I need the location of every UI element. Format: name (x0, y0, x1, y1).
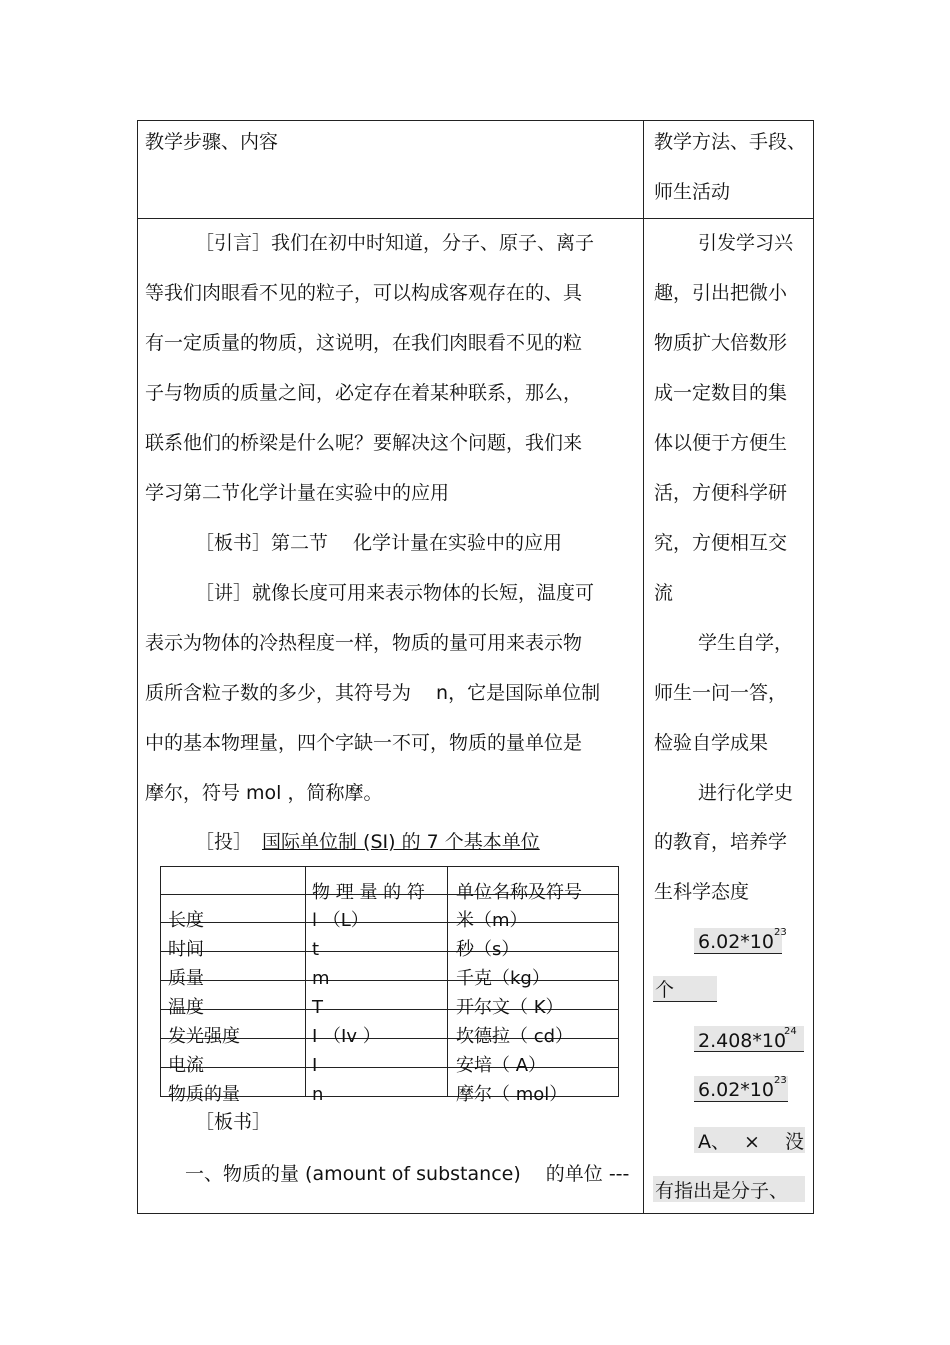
table-cell-quantity: 物质的量 (168, 1084, 240, 1105)
cross-mark-icon: × (744, 1131, 760, 1153)
lecture-line: 质所含粒子数的多少，其符号为 n，它是国际单位制 (145, 682, 601, 704)
table-cell-unit: 安培（ A） (456, 1055, 547, 1076)
answer-avogadro-1: 6.02*10 (698, 931, 774, 953)
intro-line: 等我们肉眼看不见的粒子，可以构成客观存在的、具 (145, 282, 583, 304)
board-note-section-title: ［板书］第二节 化学计量在实验中的应用 (195, 532, 563, 554)
left-column-header: 教学步骤、内容 (145, 131, 279, 153)
table-cell-symbol: I (312, 1055, 318, 1076)
table-border (160, 1067, 619, 1068)
table-border (160, 951, 619, 952)
method-line: 进行化学史 (698, 782, 794, 804)
header-divider (137, 218, 814, 219)
projection-label: ［投］ (195, 831, 253, 853)
method-line: 趣，引出把微小 (654, 282, 788, 304)
table-cell-unit: 摩尔（ mol） (456, 1084, 568, 1105)
table-border (160, 980, 619, 981)
intro-line: 有一定质量的物质，这说明，在我们肉眼看不见的粒 (145, 332, 583, 354)
method-line: 成一定数目的集 (654, 382, 788, 404)
intro-line: 学习第二节化学计量在实验中的应用 (145, 482, 450, 504)
right-column-header-line2: 师生活动 (654, 181, 731, 203)
intro-line: ［引言］我们在初中时知道，分子、原子、离子 (195, 232, 595, 254)
lecture-line: 中的基本物理量，四个字缺一不可，物质的量单位是 (145, 732, 583, 754)
table-cell-quantity: 质量 (168, 968, 204, 989)
lecture-line: 摩尔，符号 mol ，简称摩。 (145, 782, 383, 804)
table-cell-symbol: T (312, 997, 323, 1018)
answer-option-a: A、 (698, 1131, 730, 1153)
table-border (618, 866, 619, 1097)
table-header-cell: 单位名称及符号 (456, 882, 582, 903)
method-line: 物质扩大倍数形 (654, 332, 788, 354)
section-heading: 一、物质的量 (amount of substance) 的单位 --- (185, 1163, 630, 1185)
table-cell-quantity: 时间 (168, 939, 204, 960)
table-cell-symbol: m (312, 968, 330, 989)
answer-unit-ge: 个 (655, 979, 675, 1001)
lecture-line: ［讲］就像长度可用来表示物体的长短，温度可 (195, 582, 595, 604)
table-border (305, 866, 306, 1097)
answer-option-a-explanation: 有指出是分子、 (655, 1180, 789, 1202)
table-cell-unit: 千克（kg） (456, 968, 550, 989)
table-cell-unit: 米（m） (456, 910, 528, 931)
method-line: 生科学态度 (654, 881, 750, 903)
si-units-table (160, 866, 619, 1105)
method-line: 流 (654, 582, 674, 604)
method-line: 活，方便科学研 (654, 482, 788, 504)
table-border (447, 866, 448, 1097)
table-cell-symbol: t (312, 939, 320, 960)
board-note-label: ［板书］ (195, 1111, 272, 1133)
table-cell-quantity: 长度 (168, 910, 204, 931)
table-cell-quantity: 电流 (168, 1055, 204, 1076)
table-cell-quantity: 温度 (168, 997, 204, 1018)
projection-title: 国际单位制 (SI) 的 7 个基本单位 (262, 831, 540, 853)
method-line: 究，方便相互交 (654, 532, 788, 554)
method-line: 体以便于方便生 (654, 432, 788, 454)
table-border (160, 866, 161, 1097)
answer-exponent: 24 (784, 1026, 797, 1037)
answer-avogadro-2: 6.02*10 (698, 1079, 774, 1101)
method-line: 学生自学， (698, 632, 794, 654)
table-cell-unit: 秒（s） (456, 939, 520, 960)
table-cell-quantity: 发光强度 (168, 1026, 240, 1047)
right-column-header-line1: 教学方法、手段、 (654, 131, 807, 153)
answer-count: 2.408*10 (698, 1030, 787, 1052)
table-border (160, 866, 619, 867)
table-cell-symbol: l （L） (312, 910, 369, 931)
method-line: 师生一问一答， (654, 682, 788, 704)
answer-exponent: 23 (774, 1075, 787, 1086)
intro-line: 联系他们的桥梁是什么呢？要解决这个问题，我们来 (145, 432, 583, 454)
table-border (160, 922, 619, 923)
table-cell-unit: 坎德拉（ cd） (456, 1026, 574, 1047)
answer-option-a-note: 没 (785, 1131, 805, 1153)
method-line: 的教育，培养学 (654, 831, 788, 853)
method-line: 检验自学成果 (654, 732, 769, 754)
table-header-cell: 物 理 量 的 符 (312, 882, 425, 903)
table-cell-symbol: n (312, 1084, 324, 1105)
method-line: 引发学习兴 (698, 232, 794, 254)
lecture-line: 表示为物体的冷热程度一样，物质的量可用来表示物 (145, 632, 583, 654)
column-divider (643, 120, 644, 1214)
intro-line: 子与物质的质量之间，必定存在着某种联系，那么， (145, 382, 583, 404)
answer-exponent: 23 (774, 927, 787, 938)
table-cell-unit: 开尔文（ K） (456, 997, 564, 1018)
table-cell-symbol: I （Iv ） (312, 1026, 381, 1047)
